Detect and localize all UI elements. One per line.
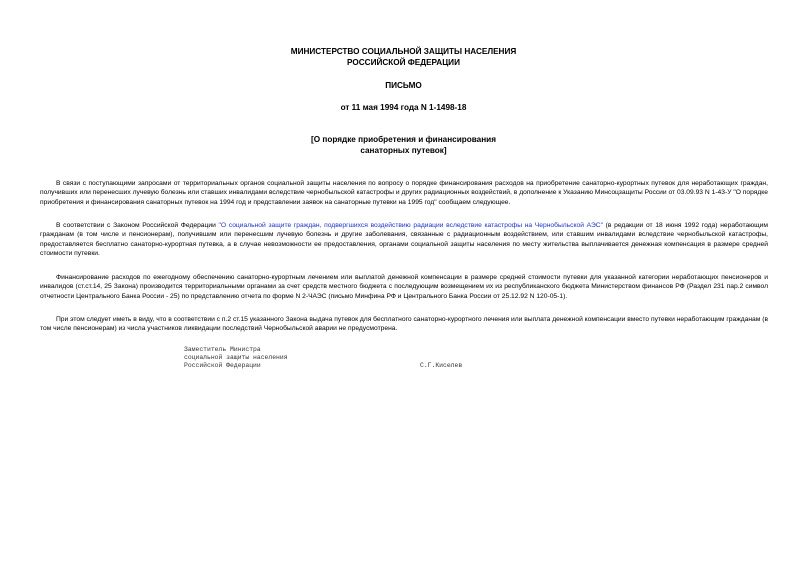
- document-subject: [0, 134, 807, 156]
- paragraph-4: При этом следует иметь в виду, что в соответствии с п.2 ст.15 указанного Закона выдача путевок для бесплатного санаторно-курортного лечения или выплата денежной компенсации вместо путевки неработающим гражданам (в том числе пенсионерам) из числа участников ликвидации последствий Чернобыльской аварии не предусмотрена.: [40, 315, 768, 333]
- subject-line-1: [О порядке приобретения и финансирования: [311, 135, 496, 144]
- paragraph-2: [40, 221, 768, 259]
- paragraph-1: В связи с поступающими запросами от территориальных органов социальной защиты населения по вопросу о порядке финансирования расходов на приобретение санаторно-курортных путевок для неработающих граждан, получивших или перенесших лучевую болезнь или ставших инвалидами вследствие чернобыльской катастрофы и других радиационных воздействий, в дополнение к Указанию Минсоцзащиты России от 03.09.93 N 1-43-У "О порядке приобретения и финансирования санаторных путевок на 1994 год и представлении заявок на санаторные путевки на 1995 год" сообщаем следующее.: [40, 179, 768, 206]
- signatory-title: [184, 346, 288, 371]
- law-link[interactable]: "О социальной защите граждан, подвергшихся воздействию радиации вследствие катастрофы на Чернобыльской АЭС": [218, 221, 603, 229]
- signatory-title-line-1: Заместитель Министра: [184, 346, 261, 353]
- paragraph-2-rest: (в редакции от 18 июня 1992 года) неработающим гражданам (в том числе и пенсионерам), получившим или перенесшим лучевую болезнь и другие заболевания, связанные с радиационным воздействием, или ставшим инвалидами вследствие чернобыльской катастрофы, предоставляется бесплатно санаторно-курортная путевка, а в случае невозможности ее предоставления, органами социальной защиты населения по месту жительства выплачивается денежная компенсация в размере средней стоимости путевки.: [40, 221, 769, 258]
- paragraph-2-intro: В соответствии с Законом Российской Федерации: [56, 221, 219, 229]
- signatory-title-line-3: Российской Федерации: [184, 362, 261, 370]
- subject-line-2: санаторных путевок]: [360, 146, 447, 155]
- document-date: от 11 мая 1994 года N 1-1498-18: [340, 103, 467, 112]
- document-type: ПИСЬМО: [385, 81, 422, 90]
- signatory-name: С.Г.Киселев: [420, 362, 463, 370]
- issuing-organization: [0, 46, 807, 68]
- org-line-1: МИНИСТЕРСТВО СОЦИАЛЬНОЙ ЗАЩИТЫ НАСЕЛЕНИЯ: [290, 47, 517, 56]
- org-line-2: РОССИЙСКОЙ ФЕДЕРАЦИИ: [347, 58, 460, 67]
- paragraph-3: Финансирование расходов по ежегодному обеспечению санаторно-курортным лечением или выплатой денежной компенсации в размере средней стоимости путевки для указанной категории неработающих пенсионеров и инвалидов (ст.ст.14, 25 Закона) производится территориальными органами за счет средств местного бюджета с последующим возмещением их из республиканского бюджета Министерством финансов РФ (Раздел 231 пар.2 символ отчетности Центрального Банка России - 25) по представлению отчета по форме N 2-ЧАЭС (письмо Минфина РФ и Центрального Банка России от 25.12.92 N 120-05-1).: [40, 273, 768, 300]
- signatory-title-line-2: социальной защиты населения: [184, 354, 288, 362]
